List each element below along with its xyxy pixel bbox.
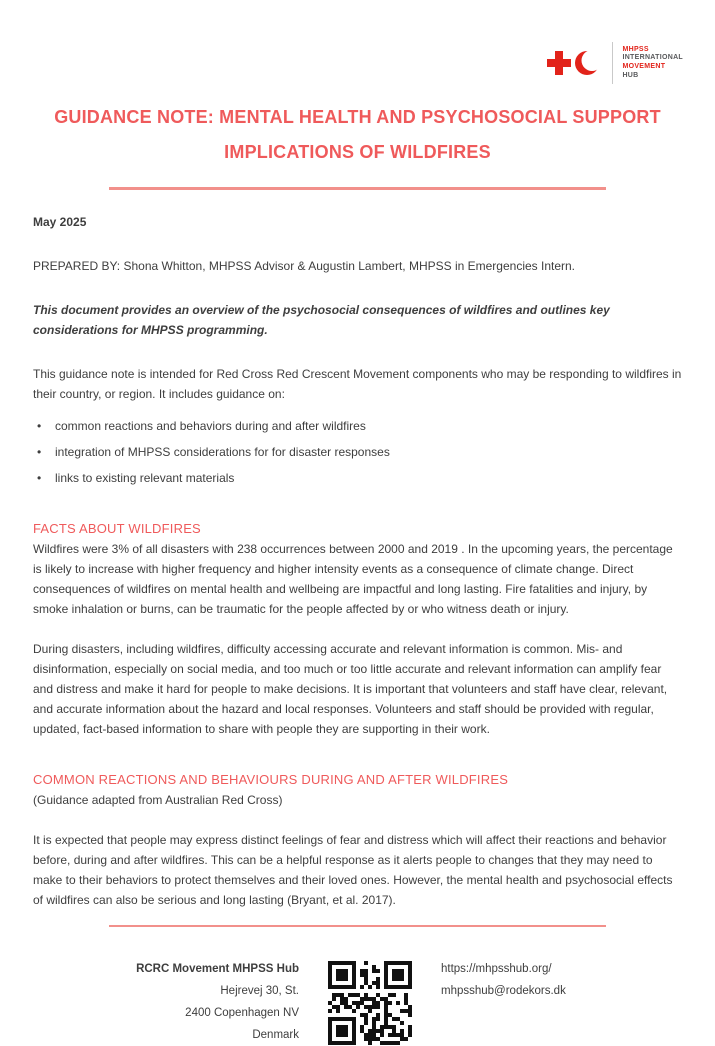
title-line-1: GUIDANCE NOTE: MENTAL HEALTH AND PSYCHOSOCIAL SUPPORT bbox=[54, 107, 661, 127]
section-heading: COMMON REACTIONS AND BEHAVIOURS DURING AND AFTER WILDFIRES bbox=[33, 772, 509, 787]
logo-line: INTERNATIONAL bbox=[622, 54, 683, 62]
list-item-text: links to existing relevant materials bbox=[55, 471, 235, 485]
section-subheading: (Guidance adapted from Australian Red Cross) bbox=[33, 793, 283, 807]
email-link[interactable]: mhpsshub@rodekors.dk bbox=[441, 985, 566, 997]
list-item bbox=[33, 442, 682, 462]
list-item bbox=[33, 468, 682, 488]
bullet-marker: • bbox=[37, 445, 42, 459]
contact-links bbox=[441, 958, 601, 1002]
abstract: This document provides an overview of the psychosocial consequences of wildfires and outlines key considerations for MHPSS programming. bbox=[33, 303, 610, 337]
date: May 2025 bbox=[33, 215, 87, 229]
footer bbox=[0, 958, 715, 1046]
logo-line: MHPSS bbox=[622, 45, 649, 53]
bullet-marker: • bbox=[37, 419, 42, 433]
org-name: RCRC Movement MHPSS Hub bbox=[136, 963, 299, 975]
document-body bbox=[0, 212, 715, 910]
address-block bbox=[114, 958, 299, 1046]
address-line: Denmark bbox=[252, 1029, 299, 1041]
title-line-2: IMPLICATIONS OF WILDFIRES bbox=[224, 142, 491, 162]
section-heading: FACTS ABOUT WILDFIRES bbox=[33, 521, 201, 536]
page-title bbox=[38, 0, 677, 170]
list-item bbox=[33, 416, 682, 436]
paragraph: Wildfires were 3% of all disasters with 238 occurrences between 2000 and 2019 . In the upcoming years, the percentage is likely to increase with higher frequency and higher intensity events as a consequence of climate change. Direct consequences of wildfires on mental health and wellbeing are impactful and long lasting. Fire fatalities and injury, by smoke inhalation or burns, can be traumatic for the people affected by or who witness death or injury. bbox=[33, 542, 673, 616]
section-common-reactions bbox=[33, 770, 682, 910]
address-line: 2400 Copenhagen NV bbox=[185, 1007, 299, 1019]
bullet-marker: • bbox=[37, 471, 42, 485]
section-facts-about-wildfires bbox=[33, 519, 682, 739]
footer-divider bbox=[109, 925, 606, 927]
logo-line: MOVEMENT bbox=[622, 63, 666, 70]
list-item-text: common reactions and behaviors during and after wildfires bbox=[55, 419, 366, 433]
paragraph: During disasters, including wildfires, difficulty accessing accurate and relevant information is common. Mis- and disinformation, especially on social media, and too much or too little accurate and relevant information can amplify fear and distress and make it hard for people to make decisions. It is important that volunteers and staff have clear, relevant, and accurate information about the hazard and local responses. Volunteers and staff should be provided with regular, updated, fact-based information to share with people they are supporting in their work. bbox=[33, 642, 668, 736]
red-cross-crescent-icon bbox=[545, 45, 601, 81]
intro-lead: This guidance note is intended for Red Cross Red Crescent Movement components who may be responding to wildfires in their country, or region. It includes guidance on: bbox=[33, 367, 682, 401]
list-item-text: integration of MHPSS considerations for for disaster responses bbox=[55, 445, 390, 459]
prepared-by: PREPARED BY: Shona Whitton, MHPSS Advisor & Augustin Lambert, MHPSS in Emergencies Intern. bbox=[33, 259, 576, 273]
website-link[interactable]: https://mhpsshub.org/ bbox=[441, 963, 552, 975]
logo-line: HUB bbox=[622, 71, 639, 79]
mhpss-hub-logo bbox=[545, 42, 683, 84]
guidance-list bbox=[33, 416, 682, 488]
title-divider bbox=[109, 187, 606, 190]
address-line: Hejrevej 30, St. bbox=[220, 985, 299, 997]
logo-wordmark bbox=[622, 46, 683, 80]
qr-code bbox=[328, 961, 412, 1045]
logo-divider bbox=[612, 42, 613, 84]
paragraph: It is expected that people may express distinct feelings of fear and distress which will affect their reactions and behavior before, during and after wildfires. This can be a helpful response as it alerts people to changes that they may need to make to their behaviors to protect themselves and their loved ones. However, the mental health and psychosocial effects of wildfires can also be serious and long lasting (Bryant, et al. 2017). bbox=[33, 833, 673, 907]
